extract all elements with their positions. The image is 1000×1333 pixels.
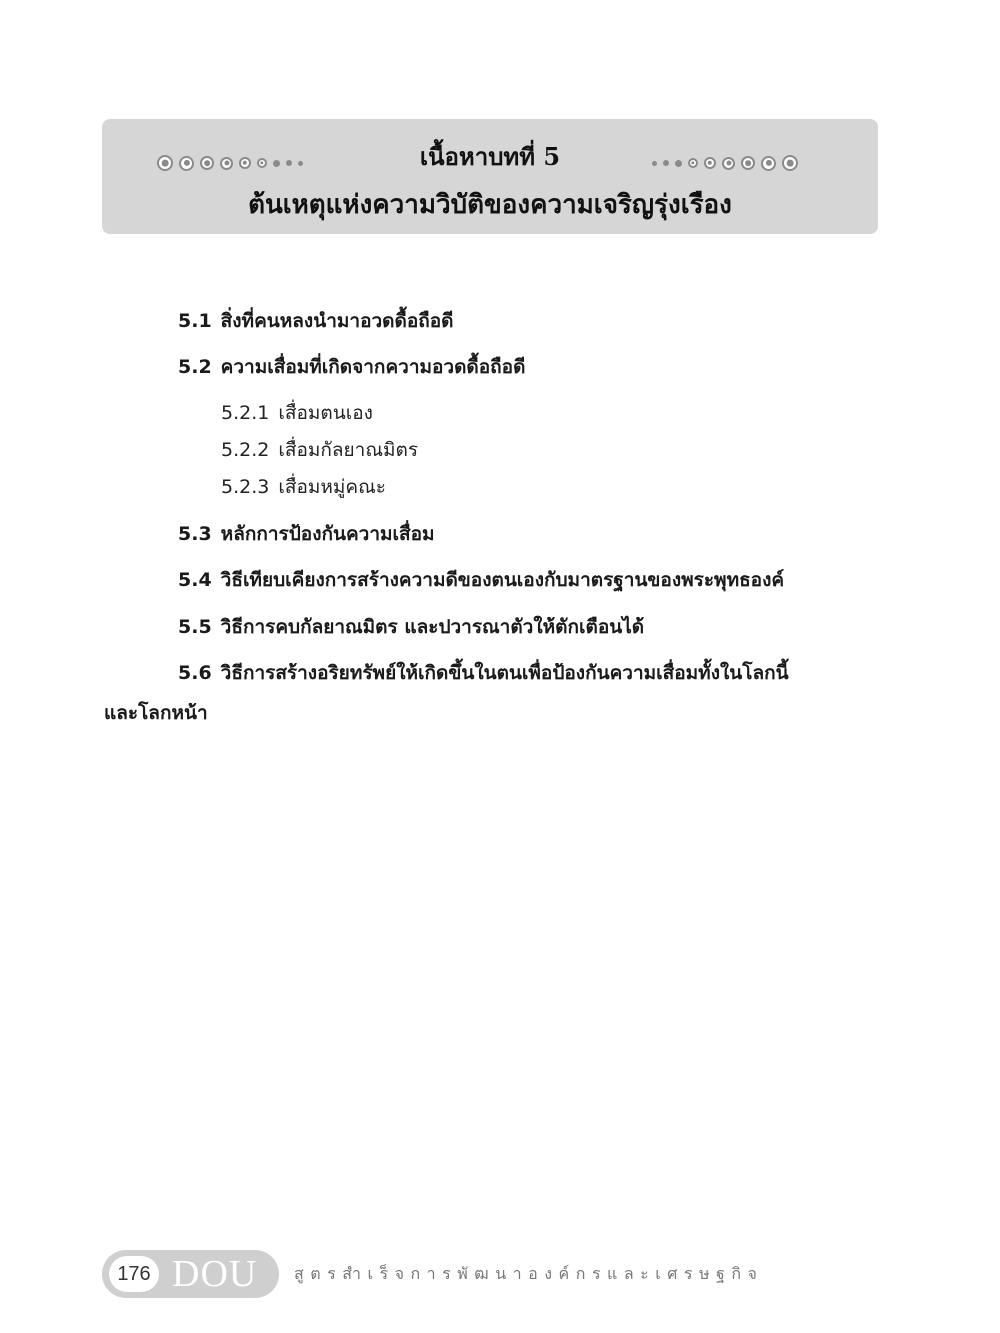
footer-badge <box>102 1250 279 1298</box>
topic-item-5-4 <box>178 567 784 593</box>
topic-text: วิธีการคบกัลยาณมิตร และปวารณาตัวให้ตักเตือนได้ <box>220 616 645 638</box>
ring-dot-icon <box>688 158 698 168</box>
chapter-header-box <box>102 119 878 234</box>
subtopic-number: 5.2.3 <box>221 476 270 498</box>
topic-number: 5.5 <box>178 616 212 638</box>
topic-item-5-6-continuation: และโลกหน้า <box>104 702 208 724</box>
decorative-dots-right <box>652 153 798 173</box>
chapter-title: ต้นเหตุแห่งความวิบัติของความเจริญรุ่งเรือง <box>248 190 732 220</box>
topic-text: หลักการป้องกันความเสื่อม <box>220 523 435 545</box>
topic-text: สิ่งที่คนหลงนำมาอวดดื้อถือดี <box>220 310 454 332</box>
footer-book-title: สูตรสำเร็จการพัฒนาองค์กรและเศรษฐกิจ <box>294 1264 764 1283</box>
ring-dot-icon <box>761 156 776 171</box>
topic-number: 5.3 <box>178 523 212 545</box>
topic-text: ความเสื่อมที่เกิดจากความอวดดื้อถือดี <box>220 356 526 378</box>
topic-item-5-2 <box>178 354 525 380</box>
ring-dot-icon <box>741 156 755 170</box>
subtopic-text: เสื่อมหมู่คณะ <box>278 476 386 498</box>
subtopic-text: เสื่อมตนเอง <box>278 402 373 424</box>
ring-dot-icon <box>722 157 735 170</box>
topic-number: 5.6 <box>178 662 212 684</box>
footer-brand-logo: DOU <box>172 1253 258 1295</box>
topic-number: 5.1 <box>178 310 212 332</box>
chapter-number-label: เนื้อหาบทที่ 5 <box>419 142 561 171</box>
topic-item-5-5 <box>178 614 644 640</box>
topic-text: วิธีเทียบเคียงการสร้างความดีของตนเองกับมาตรฐานของพระพุทธองค์ <box>220 569 785 591</box>
topic-number: 5.4 <box>178 569 212 591</box>
page-number: 176 <box>109 1256 159 1292</box>
subtopic-text: เสื่อมกัลยาณมิตร <box>278 439 419 461</box>
topic-number: 5.2 <box>178 356 212 378</box>
subtopic-item-5-2-2 <box>221 437 418 463</box>
subtopic-item-5-2-1 <box>221 400 373 426</box>
ring-dot-icon <box>704 157 716 169</box>
dot-icon <box>663 160 669 166</box>
dot-icon <box>675 160 682 167</box>
topic-item-5-3 <box>178 521 435 547</box>
subtopic-number: 5.2.2 <box>221 439 270 461</box>
subtopic-number: 5.2.1 <box>221 402 270 424</box>
topic-item-5-6 <box>178 660 789 686</box>
topic-text: วิธีการสร้างอริยทรัพย์ให้เกิดขึ้นในตนเพื่อป้องกันความเสื่อมทั้งในโลกนี้ <box>220 662 789 684</box>
ring-dot-icon <box>782 155 798 171</box>
topic-item-5-1 <box>178 308 454 334</box>
subtopic-item-5-2-3 <box>221 474 386 500</box>
dot-icon <box>652 161 657 166</box>
